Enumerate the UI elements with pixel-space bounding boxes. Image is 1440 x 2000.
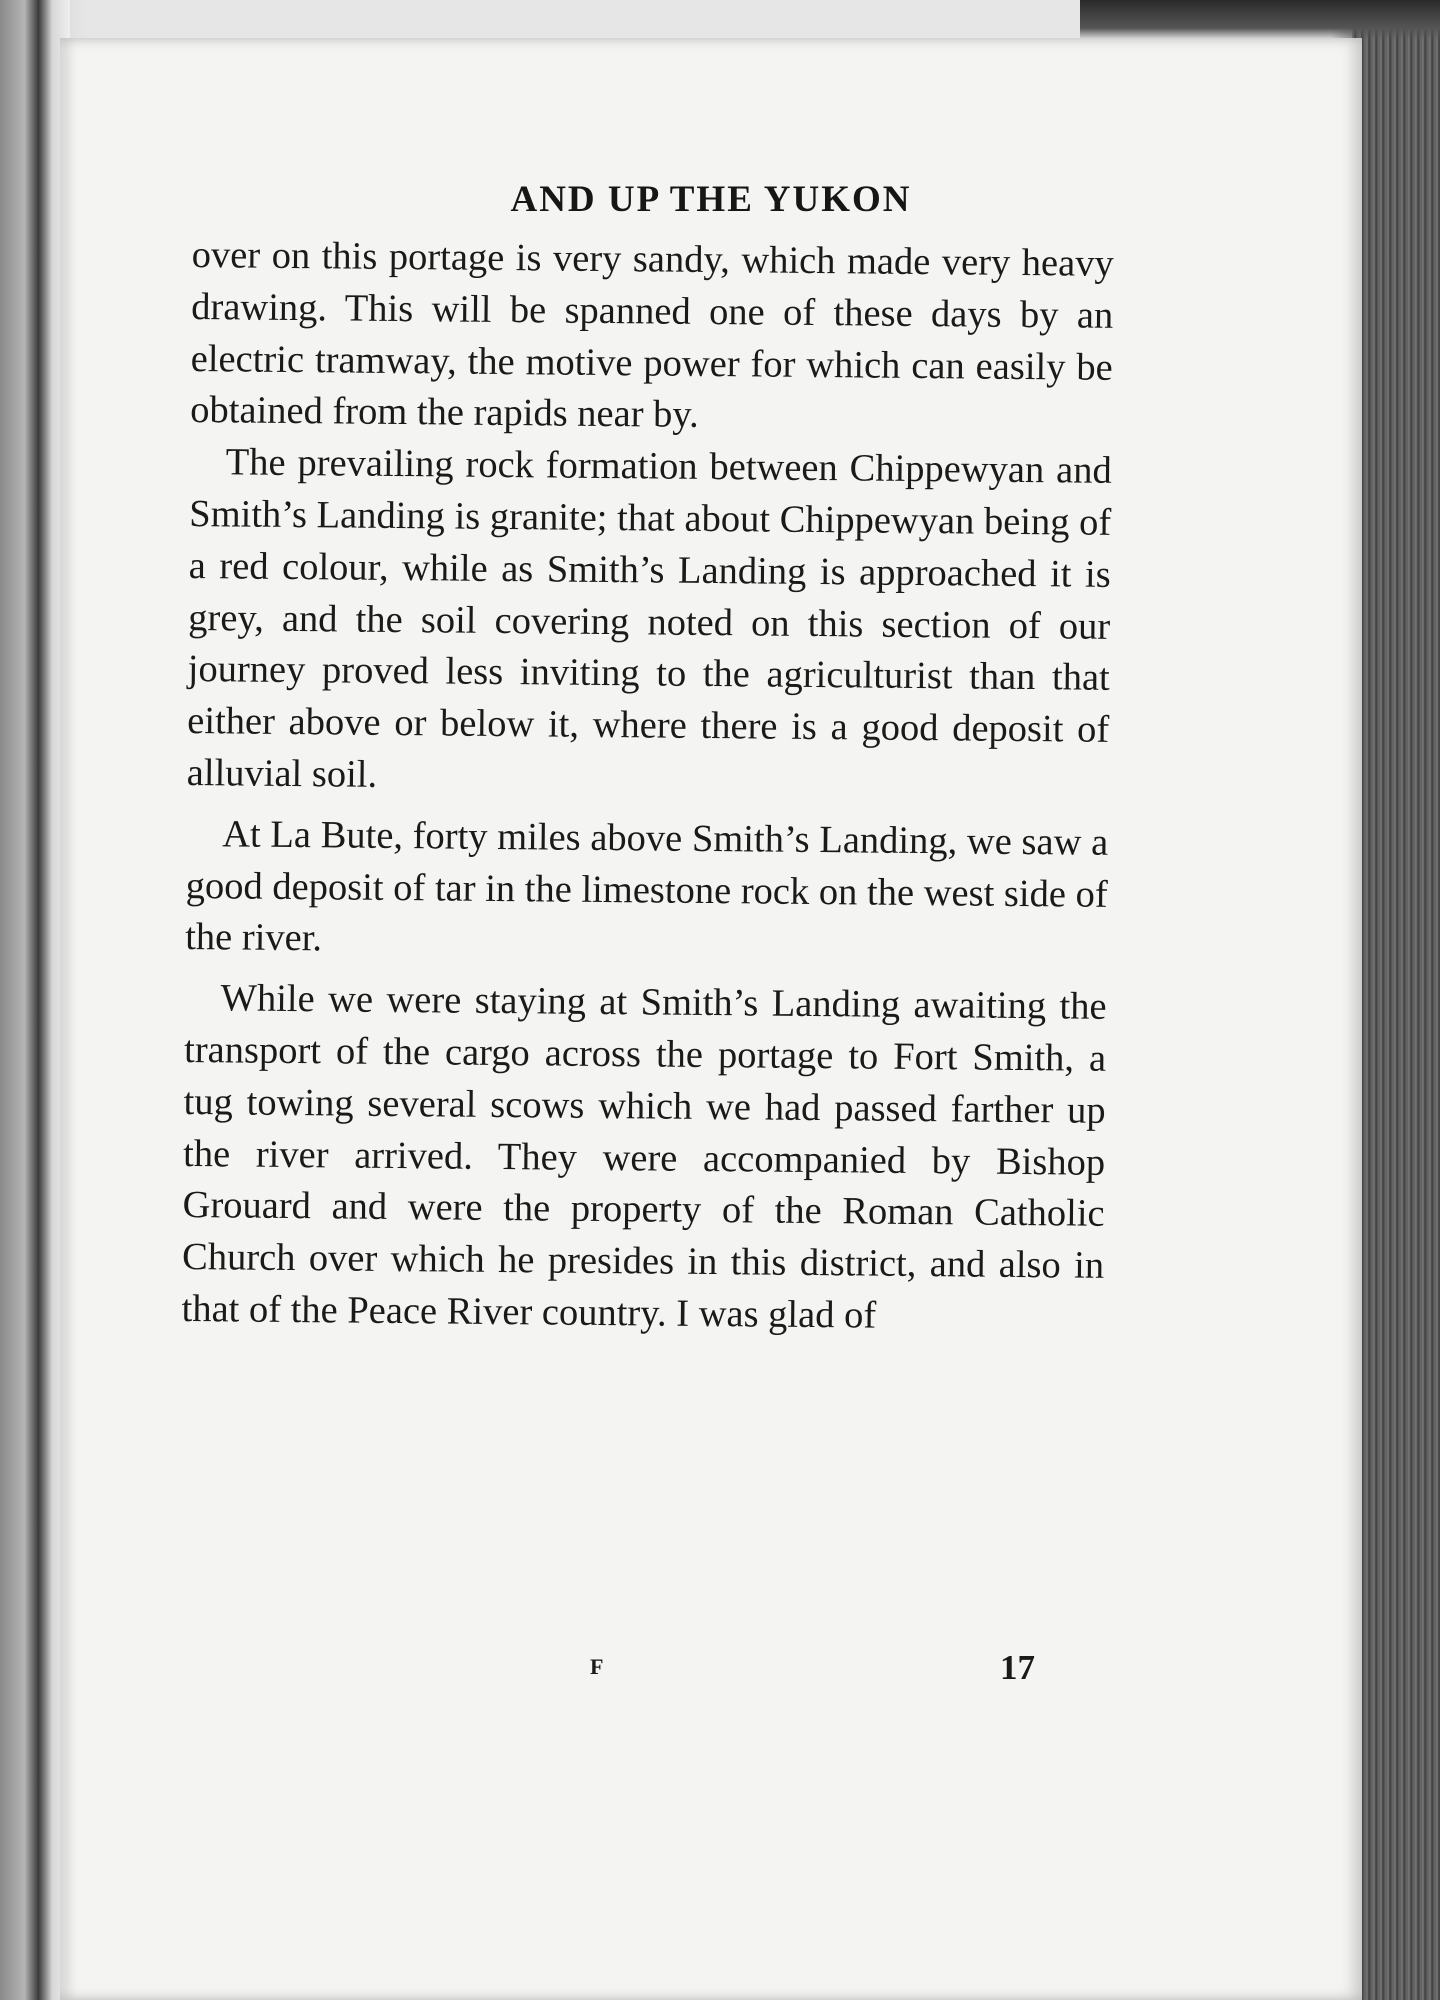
paragraph-1: over on this portage is very sandy, which made very heavy drawing. This will be spanned one of these days by an electric tramway, the motive power for which can easily be obtained from the rapids near by. [190,233,1114,437]
signature-mark: F [590,1654,604,1679]
running-head: AND UP THE YUKON [510,179,912,220]
page-number: 17 [1000,1648,1035,1687]
background-shadow [1080,0,1440,40]
paragraph-2: The prevailing rock formation between Chippewyan and Smith’s Landing is granite; that about Chippewyan being of a red colour, while as Smith’s Landing is approached it is grey, and the soil covering noted on this section of our journey proved less inviting to the agriculturist than that either above or below it, where there is a good deposit of alluvial soil. [186,441,1112,796]
paragraph-4: While we were staying at Smith’s Landing awaiting the transport of the cargo across the portage to Fort Smith, a tug towing several scows which we had passed farther up the river arrived. They were accompanied by Bishop Grouard and were the property of the Roman Catholic Church over which he presides in this district, and also in that of the Peace River country. I was glad of [181,977,1107,1337]
body-text [181,230,1114,1345]
paragraph-3: At La Bute, forty miles above Smith’s Landing, we saw a good deposit of tar in the limestone rock on the west side of the river. [185,813,1109,960]
book-page [60,38,1362,2000]
